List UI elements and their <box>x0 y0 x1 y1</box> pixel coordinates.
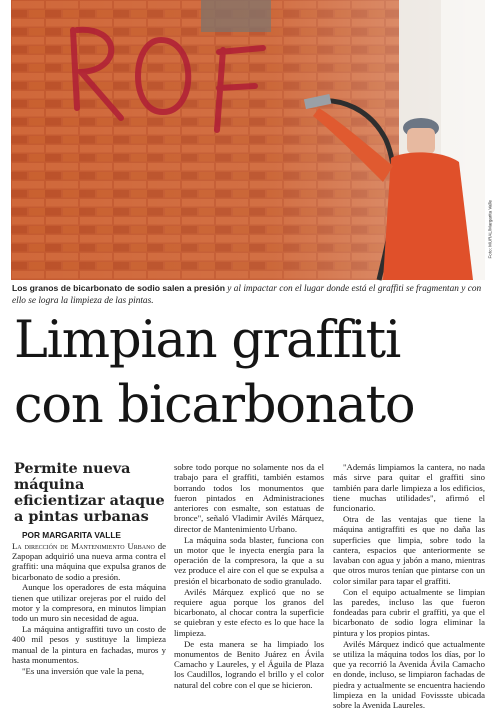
paragraph: Otra de las ventajas que tiene la máquina antigraffiti es que no daña las superficies que limpia, sobre todo la cantera, espacios que anteriormente se lavaban con agua y jabón a mano, mientras que otros muros tenían que pintarse con un color similar para tapar el graffiti. <box>333 513 485 586</box>
paragraph: "Además limpiamos la cantera, no nada más sirve para quitar el graffiti sino también para darle limpieza a los edificios, tiene muchas utilidades", afirmó el funcionario. <box>333 462 485 514</box>
subheadline: Permite nueva máquina eficientizar ataque a pintas urbanas <box>14 460 165 525</box>
photo-caption <box>12 283 484 307</box>
article-column-1 <box>12 461 166 677</box>
paragraph: Aunque los operadores de esta máquina tienen que utilizar orejeras por el ruido del motor y la compresora, en minutos limpian todo un muro sin necesidad de agua. <box>12 582 166 624</box>
headline <box>14 308 486 438</box>
lead-text: de Zapopan adquirió una nueva arma contra el graffiti: una máquina que expulsa granos de bicarbonato de sodio a presión. <box>12 540 166 582</box>
headline-line-1: Limpian graffiti <box>14 311 401 370</box>
paragraph: Con el equipo actualmente se limpian las paredes, incluso las que fueron fondeadas para cubrir el graffiti, ya que el bicarbonato de sodio logra eliminar la pintura y los propios pintas. <box>333 586 485 638</box>
paragraph: Avilés Márquez indicó que actualmente se utiliza la máquina todos los días, por lo que ya recorrió la Avenida Ávila Camacho en donde, incluso, se limpiaron fachadas de piedra y actualmente se encuentra haciendo limpieza en la unidad Fovissste ubicada sobre la Avenida Laureles. <box>333 638 485 711</box>
lead-smallcaps: La dirección de Mantenimiento Urbano <box>12 540 155 551</box>
paragraph: De esta manera se ha limpiado los monumentos de Benito Juárez en Ávila Camacho y Laureles, y el Águila de Plaza los Caudillos, logrando el brillo y el color natural del cobre con el que se hicieron. <box>174 638 324 690</box>
lead-paragraph <box>12 541 166 582</box>
byline: POR MARGARITA VALLE <box>22 530 121 540</box>
article-column-2 <box>174 462 324 691</box>
paragraph: sobre todo porque no solamente nos da el trabajo para el graffiti, también estamos borrando todos los monumentos que fueron pintados en Administraciones anteriores con esmalte, son estatuas de bronce", señaló Vladimir Avilés Márquez, director de Mantenimiento Urbano. <box>174 462 324 534</box>
article-photo <box>11 0 492 280</box>
photo-credit: Foto: MURAL/Margarita Valle <box>487 200 492 259</box>
paragraph: La máquina soda blaster, funciona con un motor que le inyecta energía para la operación de la compresora, la que a su vez produce el aire con el que se expulsa a presión el bicarbonato de sodio granulado. <box>174 534 324 586</box>
paragraph: "Es una inversión que vale la pena, <box>22 665 144 676</box>
paragraph: La máquina antigraffiti tuvo un costo de 400 mil pesos y sustituye la limpieza manual de la pintura en fachadas, muros y hasta monumentos. <box>12 624 166 666</box>
headline-line-2: con bicarbonato <box>14 376 415 435</box>
graffiti-cleaning-photo <box>11 0 485 280</box>
article-column-3 <box>333 462 485 711</box>
paragraph: Avilés Márquez explicó que no se requiere agua porque los granos del bicarbonato, al chocar contra la superficie se quiebran y este efecto es lo que hace la limpieza. <box>174 586 324 638</box>
caption-text: y al impactar con el lugar donde está el graffiti se fragmentan y con ello se logra la limpieza de las pintas. <box>12 284 482 306</box>
caption-lead: Los granos de bicarbonato de sodio salen a presión <box>12 283 225 293</box>
